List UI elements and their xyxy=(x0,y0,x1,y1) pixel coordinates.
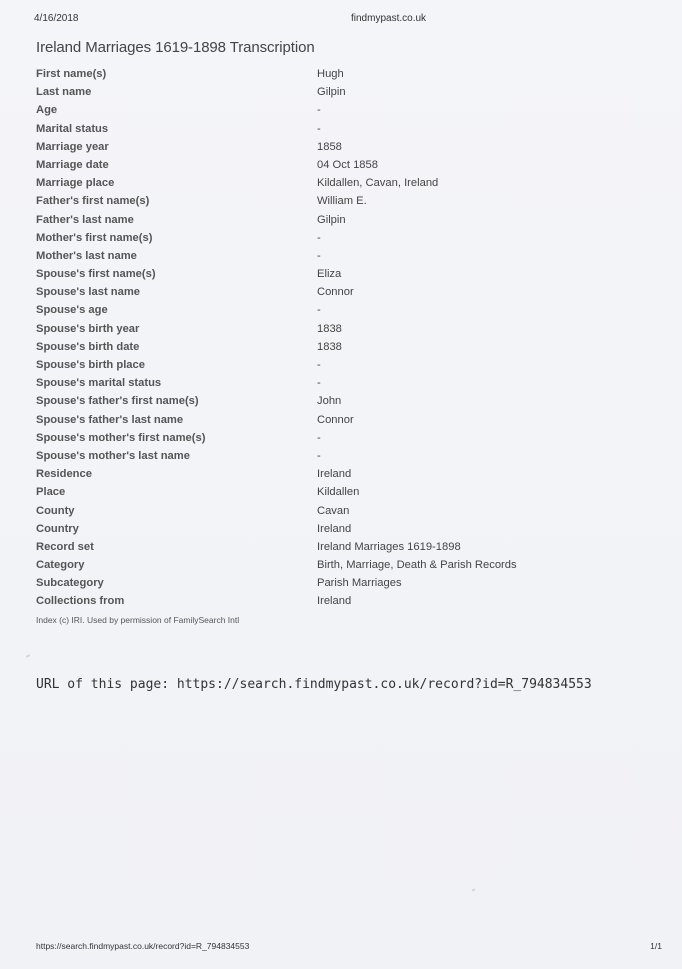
record-label: Residence xyxy=(36,468,92,481)
record-value: 1838 xyxy=(317,322,342,335)
record-label: Subcategory xyxy=(36,577,104,590)
record-label: County xyxy=(36,504,75,517)
record-row xyxy=(36,211,636,229)
record-row xyxy=(36,65,636,83)
record-value: Ireland xyxy=(317,595,352,608)
record-value: 1858 xyxy=(317,140,342,153)
record-label: Spouse's mother's first name(s) xyxy=(36,431,206,444)
record-value: - xyxy=(317,431,321,444)
index-copyright-note: Index (c) IRI. Used by permission of FamilySearch Intl xyxy=(36,615,240,625)
record-row xyxy=(36,174,636,192)
record-label: Category xyxy=(36,559,85,572)
record-row xyxy=(36,592,636,610)
record-value: Gilpin xyxy=(317,86,346,99)
scan-speck xyxy=(472,888,476,891)
record-label: Spouse's birth date xyxy=(36,340,140,353)
record-row xyxy=(36,356,636,374)
record-row xyxy=(36,320,636,338)
record-label: Spouse's father's first name(s) xyxy=(36,395,199,408)
page-url-line: URL of this page: https://search.findmypast.co.uk/record?id=R_794834553 xyxy=(36,677,592,692)
page-number: 1/1 xyxy=(650,941,662,951)
record-value: Birth, Marriage, Death & Parish Records xyxy=(317,559,517,572)
record-value: - xyxy=(317,104,321,117)
record-label: Spouse's birth year xyxy=(36,322,140,335)
record-row xyxy=(36,574,636,592)
record-value: - xyxy=(317,449,321,462)
record-label: First name(s) xyxy=(36,68,107,80)
record-label: Mother's first name(s) xyxy=(36,231,153,244)
record-row xyxy=(36,120,636,138)
record-row xyxy=(36,374,636,392)
record-label: Spouse's birth place xyxy=(36,359,145,371)
record-value: 1838 xyxy=(317,340,342,353)
record-row xyxy=(36,283,636,301)
record-label: Marital status xyxy=(36,122,109,135)
record-row xyxy=(36,192,636,210)
record-value: William E. xyxy=(317,195,367,208)
print-date: 4/16/2018 xyxy=(34,13,79,24)
transcription-table xyxy=(36,65,636,611)
page-title: Ireland Marriages 1619-1898 Transcription xyxy=(36,39,315,56)
print-site: findmypast.co.uk xyxy=(351,13,427,24)
record-row xyxy=(36,429,636,447)
record-value: 04 Oct 1858 xyxy=(317,158,378,171)
record-value: - xyxy=(317,377,321,390)
record-row xyxy=(36,247,636,265)
record-label: Spouse's marital status xyxy=(36,377,162,390)
record-value: - xyxy=(317,249,321,262)
record-value: - xyxy=(317,231,321,244)
record-label: Country xyxy=(36,522,79,535)
record-row xyxy=(36,502,636,520)
record-value: Kildallen, Cavan, Ireland xyxy=(317,177,439,190)
record-value: - xyxy=(317,359,321,371)
record-value: Hugh xyxy=(317,68,344,80)
record-value: Ireland xyxy=(317,468,352,481)
record-row xyxy=(36,265,636,283)
record-label: Place xyxy=(36,486,66,499)
record-value: Cavan xyxy=(317,504,350,517)
record-row xyxy=(36,411,636,429)
record-row xyxy=(36,229,636,247)
record-label: Marriage date xyxy=(36,158,109,171)
record-row xyxy=(36,392,636,410)
record-label: Spouse's last name xyxy=(36,286,141,299)
record-row xyxy=(36,138,636,156)
record-row xyxy=(36,538,636,556)
record-row xyxy=(36,338,636,356)
record-row xyxy=(36,556,636,574)
record-label: Father's first name(s) xyxy=(36,195,150,208)
record-value: Eliza xyxy=(317,268,342,281)
record-label: Spouse's father's last name xyxy=(36,413,184,426)
record-label: Marriage place xyxy=(36,177,115,190)
record-label: Spouse's mother's last name xyxy=(36,449,190,462)
record-value: Ireland Marriages 1619-1898 xyxy=(317,540,461,553)
record-value: Connor xyxy=(317,286,354,299)
record-value: Ireland xyxy=(317,522,352,535)
record-row xyxy=(36,465,636,483)
record-label: Mother's last name xyxy=(36,249,137,262)
record-row xyxy=(36,301,636,319)
record-value: Gilpin xyxy=(317,213,346,226)
record-label: Father's last name xyxy=(36,213,134,226)
record-row xyxy=(36,101,636,119)
footer-url: https://search.findmypast.co.uk/record?id=R_794834553 xyxy=(36,941,250,951)
record-label: Record set xyxy=(36,540,94,553)
record-label: Spouse's first name(s) xyxy=(36,268,156,281)
record-value: - xyxy=(317,122,321,135)
record-value: John xyxy=(317,395,342,408)
record-label: Collections from xyxy=(36,595,125,608)
scan-speck xyxy=(26,654,30,658)
record-row xyxy=(36,483,636,501)
record-label: Marriage year xyxy=(36,140,109,153)
record-label: Spouse's age xyxy=(36,304,108,317)
record-label: Age xyxy=(36,104,58,117)
record-value: Connor xyxy=(317,413,354,426)
record-row xyxy=(36,156,636,174)
record-value: Parish Marriages xyxy=(317,577,402,590)
record-row xyxy=(36,83,636,101)
record-label: Last name xyxy=(36,86,92,99)
record-row xyxy=(36,520,636,538)
record-row xyxy=(36,447,636,465)
record-value: Kildallen xyxy=(317,486,360,499)
record-value: - xyxy=(317,304,321,317)
